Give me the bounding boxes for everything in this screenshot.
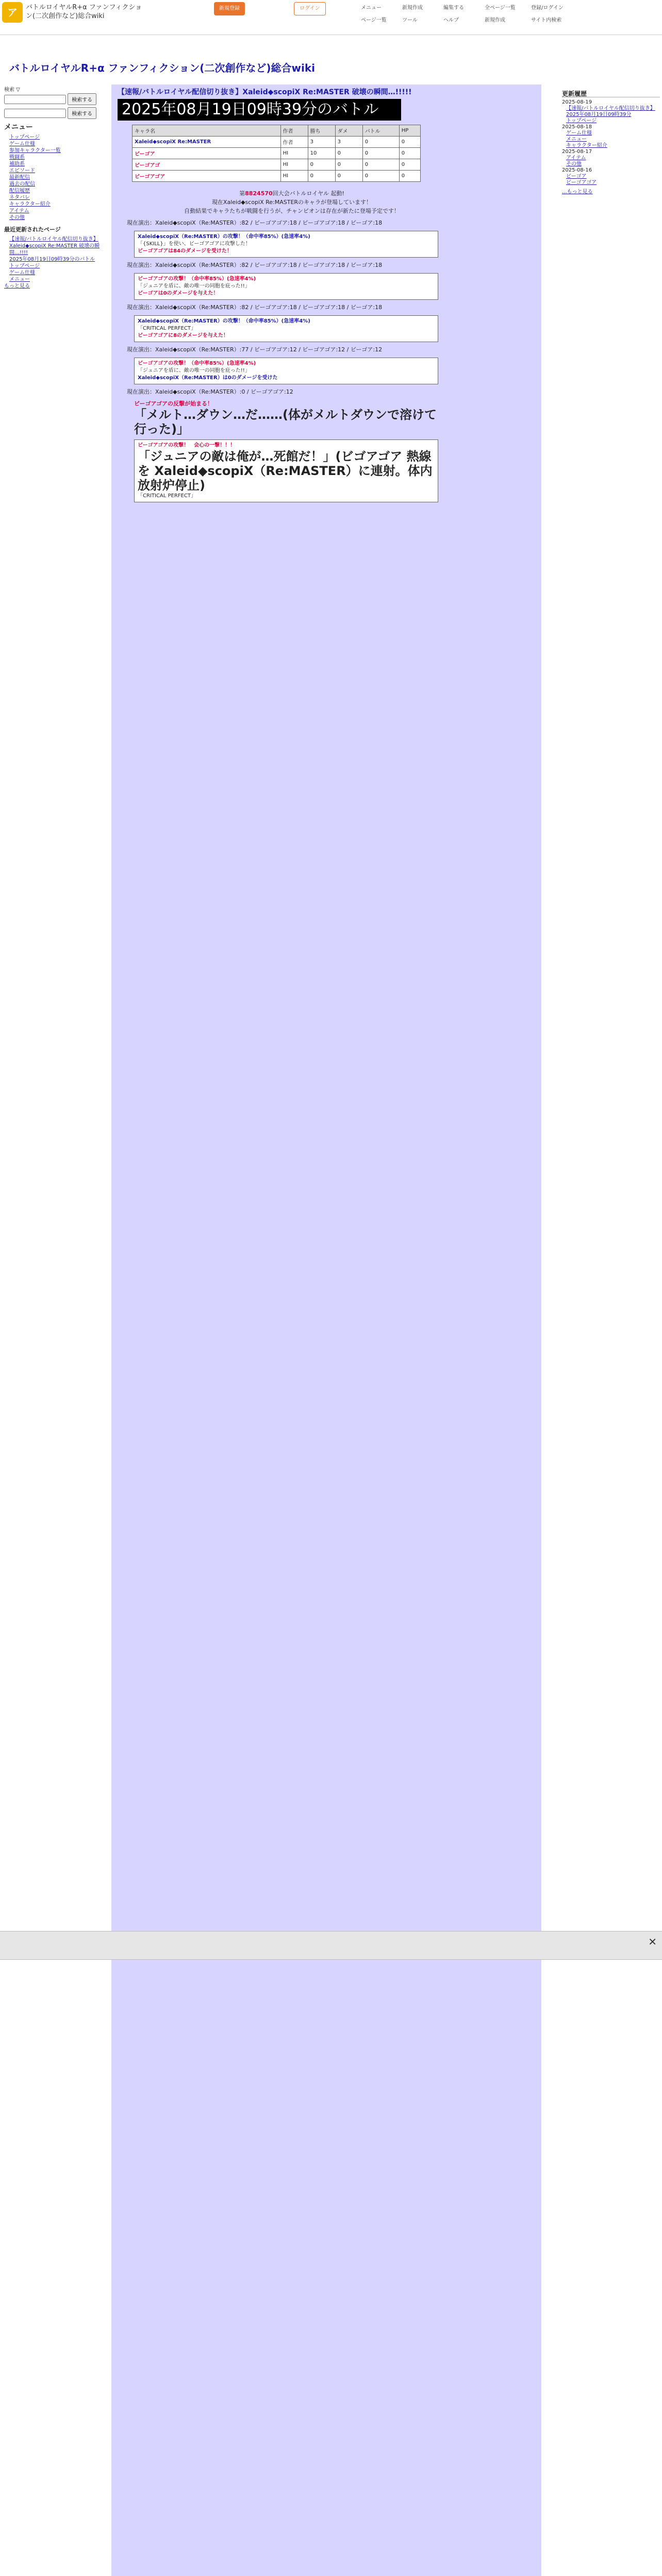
nav-combat[interactable]: 戦闘系 (9, 155, 25, 160)
join-button[interactable]: 新規登録 (214, 2, 245, 15)
cell: 0 (308, 159, 335, 171)
nav-spoiler[interactable]: ネタバレ (9, 195, 30, 200)
intro-line3: 自動結果でキャラたちが戦闘を行うが、チャンピオンは存在が新たに登場予定です！ (184, 208, 400, 214)
nav-history[interactable]: 配信履歴 (9, 188, 30, 194)
history-item[interactable]: 【速報/バトルロイヤル配信切り抜き】 (566, 106, 655, 111)
turn-block (122, 345, 431, 384)
turn-line: Xaleid◆scopiX（Re:MASTER）は0のダメージを受けた (138, 375, 278, 381)
col-hp: HP (399, 125, 420, 137)
turn-line: 「CRITICAL PERFECT」 (138, 326, 196, 331)
tool-edit[interactable]: 編集する (443, 5, 464, 11)
left-nav (4, 134, 102, 221)
tool-allpages[interactable]: 全ページ一覧 (485, 5, 516, 11)
cell: 0 (399, 159, 420, 171)
turn-line: ビーゴアゴアの攻撃！（命中率85%）(急速率4%) (138, 361, 256, 366)
close-icon[interactable]: ✕ (648, 1936, 657, 1948)
right-sidebar (562, 87, 660, 195)
tool2-help[interactable]: ヘルプ (443, 18, 459, 23)
intro-number: 8824570 (245, 190, 273, 197)
recent-list (4, 236, 102, 283)
turn-block (122, 218, 431, 258)
final-line: ビーゴアゴアの反撃が始まる！ (134, 400, 213, 407)
intro-message (137, 189, 446, 215)
history-item[interactable]: キャラクター紹介 (566, 143, 607, 148)
turn-block (122, 261, 431, 300)
search-button[interactable]: 検索する (68, 93, 96, 105)
cell: 3 (308, 137, 335, 148)
turn-line: Xaleid◆scopiX（Re:MASTER）の攻撃！（命中率85%）(急速率4%) (138, 318, 310, 324)
tool2-new[interactable]: 新規作成 (485, 18, 505, 23)
col-author: 作者 (280, 125, 308, 137)
turn-line: ビーゴアゴアに8のダメージを与えた！ (138, 333, 228, 338)
turn-head: 現在演出：Xaleid◆scopiX（Re:MASTER）:82 / ビーゴアゴア:18 / ビーゴアゴア:18 / ビーゴア:18 (127, 262, 383, 268)
turn-head: 現在演出：Xaleid◆scopiX（Re:MASTER）:82 / ビーゴアゴア:18 / ビーゴアゴア:18 / ビーゴア:18 (127, 219, 383, 226)
turn-head: 現在演出：Xaleid◆scopiX（Re:MASTER）:77 / ビーゴアゴア:12 / ビーゴアゴア:12 / ビーゴア:12 (127, 346, 383, 353)
nav-intro[interactable]: キャラクター紹介 (9, 201, 51, 207)
battle-title: 2025年08月19日09時39分のバトル (118, 99, 401, 121)
history-item[interactable]: その他 (566, 161, 582, 167)
history-date: 2025-08-16 (562, 167, 592, 173)
nav-other[interactable]: その他 (9, 215, 25, 221)
cell: 0 (399, 148, 420, 159)
cell: 10 (308, 148, 335, 159)
final-head: 現在演出：Xaleid◆scopiX（Re:MASTER）:0 / ビーゴアゴア:12 (127, 388, 293, 395)
turn-box (134, 273, 438, 300)
search-input[interactable] (4, 95, 66, 104)
menu-title: メニュー (4, 123, 33, 131)
turn-head: 現在演出：Xaleid◆scopiX（Re:MASTER）:82 / ビーゴアゴア:18 / ビーゴアゴア:18 / ビーゴア:18 (127, 304, 383, 311)
cell: HI (280, 171, 308, 182)
table-row (133, 171, 421, 182)
turn-line: 「{SKILL}」を使い、ビーゴアゴアに攻撃した！ (138, 241, 251, 247)
site-logo[interactable]: ア (2, 2, 23, 23)
nav-items[interactable]: アイテム (9, 208, 29, 214)
cell: 0 (399, 137, 420, 148)
turn-line: 「ジュニアを盾に、敵の唯一の同胞を庇った!!」 (138, 368, 250, 374)
recent-item[interactable]: 【速報/バトルロイヤル配信切り抜き】Xaleid◆scopiX Re:MASTER 破壊の瞬間…!!!! (9, 236, 100, 256)
history-item[interactable]: トップページ (566, 118, 597, 124)
recent-item[interactable]: 2025年08月19日09時39分のバトル (9, 257, 95, 262)
ad-bar (0, 1931, 662, 1960)
cell[interactable]: Xaleid◆scopiX Re:MASTER (133, 137, 281, 148)
search-label: 検索 ▽ (4, 87, 20, 93)
history-item[interactable]: ビーゴアゴア (566, 180, 597, 185)
table-row (133, 148, 421, 159)
turn-line: ビーゴアゴアは84のダメージを受けた！ (138, 248, 232, 254)
history-item[interactable]: ビーゴア (566, 174, 587, 179)
search2-input[interactable] (4, 109, 66, 118)
nav-support[interactable]: 補助系 (9, 161, 25, 167)
final-line: ビーゴアゴアの攻撃！ 会心の一撃！！！ (138, 443, 236, 448)
cell: 3 (335, 137, 362, 148)
cell[interactable]: ビーゴアゴ (133, 159, 281, 171)
table-row (133, 137, 421, 148)
tool2-pages[interactable]: ページ一覧 (361, 18, 387, 23)
history-date: 2025-08-19 (562, 99, 592, 105)
left-sidebar (4, 87, 102, 290)
cell: 0 (308, 171, 335, 182)
cell: 0 (362, 171, 399, 182)
recent-item[interactable]: メニュー (9, 277, 30, 282)
history-title: 更新履歴 (562, 91, 660, 97)
cell: 0 (362, 137, 399, 148)
search2-button[interactable]: 検索する (68, 107, 96, 119)
nav-characters[interactable]: 参加キャラクター一覧 (9, 148, 61, 154)
nav-past[interactable]: 過去の配信 (9, 181, 35, 187)
cell: 0 (335, 148, 362, 159)
nav-latest[interactable]: 最新配信 (9, 175, 30, 180)
intro-line2: 現在Xaleid◆scopiX Re:MASTERのキャラが登場しています！ (211, 199, 372, 206)
cell: 0 (335, 159, 362, 171)
table-row (133, 159, 421, 171)
cell: 0 (335, 171, 362, 182)
col-battle: バトル (362, 125, 399, 137)
site-name[interactable]: バトルロイヤルR+α ファンフィクション(二次創作など)総合wiki (26, 4, 142, 20)
history-item[interactable]: ゲーム仕様 (566, 130, 592, 136)
banner-link[interactable]: 【速報/バトルロイヤル配信切り抜き】Xaleid◆scopiX Re:MASTER 破壊の瞬間…!!!!! (118, 88, 412, 96)
intro-pre: 第 (239, 190, 245, 197)
turn-box (134, 358, 438, 384)
page-title[interactable]: バトルロイヤルR+α ファンフィクション(二次創作など)総合wiki (9, 62, 316, 74)
final-line: 「CRITICAL PERFECT」 (138, 493, 196, 499)
tool-new[interactable]: 新規作成 (402, 5, 423, 11)
final-big2: 「ジュニアの敵は俺が…死館だ！」(ビゴアゴア 熱線を Xaleid◆scopiX（Re:MASTER）に連射。体内放射炉停止) (138, 449, 433, 493)
tool-menu[interactable]: メニュー (361, 5, 382, 11)
cell: 0 (362, 159, 399, 171)
nav-spec[interactable]: ゲーム仕様 (9, 141, 35, 147)
turn-line: ビーゴアは0のダメージを与えた！ (138, 291, 219, 296)
history-item[interactable]: アイテム (566, 155, 586, 161)
col-win: 勝ち (308, 125, 335, 137)
turn-box (134, 315, 438, 342)
nav-top[interactable]: トップページ (9, 134, 40, 140)
final-block (122, 387, 437, 502)
turn-box (134, 231, 438, 258)
more-link[interactable]: もっと見る (4, 283, 30, 289)
turn-block (122, 303, 431, 342)
cell: 0 (362, 148, 399, 159)
cell[interactable]: ビーゴア (133, 148, 281, 159)
turn-line: ビーゴアゴアの攻撃！（命中率85%）(急速率4%) (138, 276, 256, 282)
history-item[interactable]: 2025年08月19日09時39分 (566, 112, 632, 117)
history-date: 2025-08-18 (562, 124, 592, 130)
nav-episode[interactable]: エピソード (9, 168, 35, 174)
cell: HI (280, 159, 308, 171)
col-name: キャラ名 (133, 125, 281, 137)
tool-login[interactable]: 登録/ログイン (531, 5, 564, 11)
history-date: 2025-08-17 (562, 149, 592, 155)
recent-item[interactable]: トップページ (9, 263, 40, 269)
cell: HI (280, 148, 308, 159)
turn-line: 「ジュニアを盾に、敵の唯一の同胞を庇った!!」 (138, 283, 250, 289)
final-box (134, 439, 438, 502)
recent-item[interactable]: ゲーム仕様 (9, 270, 35, 276)
tool2-search[interactable]: サイト内検索 (531, 18, 562, 23)
login-button[interactable]: ログイン (294, 2, 326, 15)
cell: 0 (399, 171, 420, 182)
col-dmg: ダメ (335, 125, 362, 137)
stats-table (132, 125, 421, 182)
cell[interactable]: ビーゴアゴア (133, 171, 281, 182)
main-content (111, 84, 541, 2576)
history-item[interactable]: メニュー (566, 137, 587, 142)
history-more[interactable]: ...もっと見る (562, 189, 593, 195)
top-header (0, 0, 662, 35)
recent-title: 最近更新されたページ (4, 226, 61, 233)
intro-post: 回大会バトルロイヤル 起動! (272, 190, 344, 197)
tool2-tools[interactable]: ツール (402, 18, 418, 23)
turn-line: Xaleid◆scopiX（Re:MASTER）の攻撃！（命中率85%）(急速率4%) (138, 234, 310, 240)
cell: 作者 (280, 137, 308, 148)
final-big1: 「メルト…ダウン…だ……(体がメルトダウンで溶けて行った)」 (134, 408, 437, 436)
